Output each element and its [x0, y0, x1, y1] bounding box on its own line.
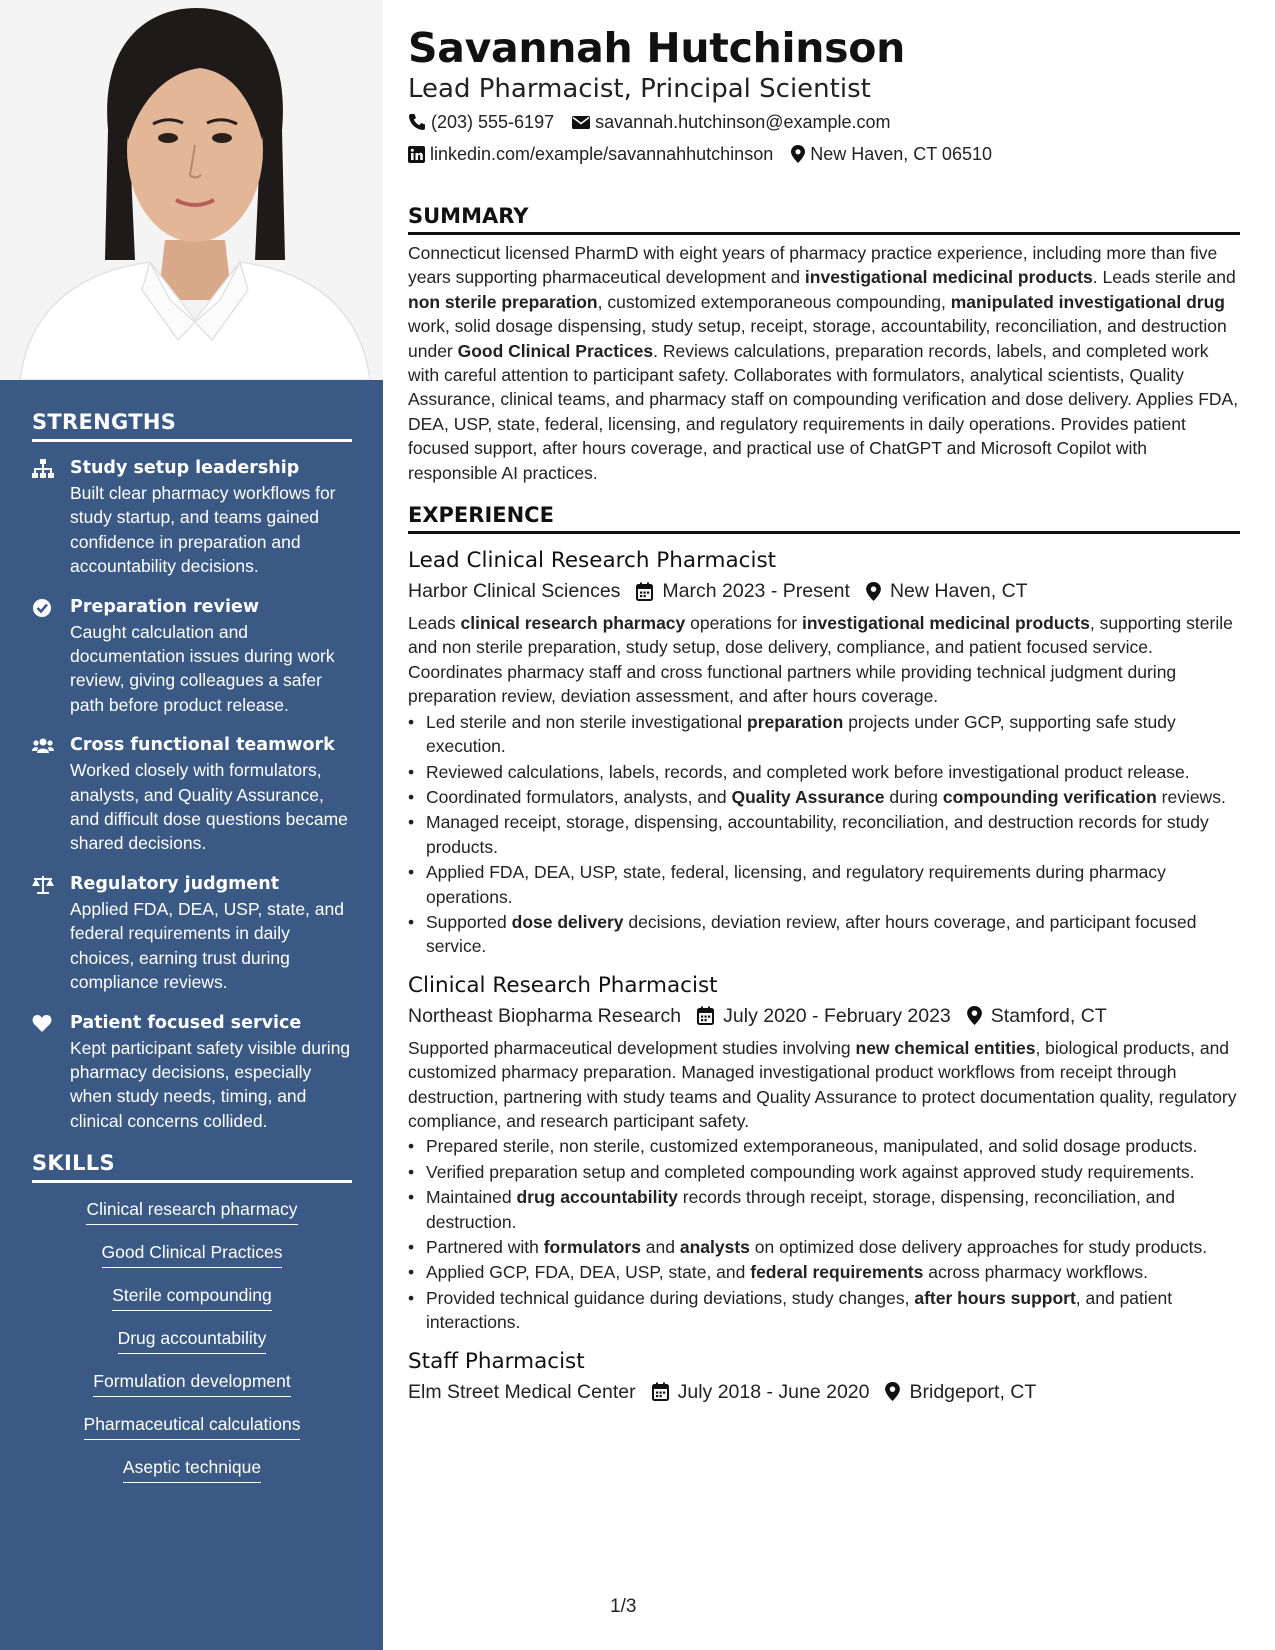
strengths-heading: STRENGTHS [32, 410, 352, 442]
skill-item [32, 1283, 352, 1311]
experience-heading: EXPERIENCE [408, 503, 1240, 534]
strength-item [32, 456, 352, 579]
map-pin-icon [791, 145, 805, 163]
skill-item [32, 1197, 352, 1225]
job-company: Elm Street Medical Center [408, 1380, 636, 1403]
text-run: Supported pharmaceutical development studies involving [408, 1037, 856, 1058]
job-location-item [866, 576, 1028, 606]
job-location-item [885, 1377, 1036, 1407]
page-number: 1/3 [610, 1596, 637, 1617]
email-text[interactable]: savannah.hutchinson@example.com [595, 112, 891, 132]
bold-text: new chemical entities [855, 1037, 1036, 1058]
job-location: Bridgeport, CT [909, 1380, 1037, 1403]
job-company: Northeast Biopharma Research [408, 1004, 682, 1027]
bullet-item [408, 1185, 1240, 1234]
linkedin-icon [408, 146, 425, 163]
bullet-item [408, 1260, 1240, 1284]
strength-title: Study setup leadership [70, 458, 300, 478]
text-run: . Leads sterile and [1092, 267, 1236, 288]
contact-linkedin [408, 138, 773, 170]
skill-item [32, 1369, 352, 1397]
job-dates: July 2020 - February 2023 [723, 1004, 951, 1027]
text-run: and [640, 1237, 680, 1257]
text-run: Coordinated formulators, analysts, and [426, 786, 732, 807]
skills-heading: SKILLS [32, 1151, 352, 1183]
linkedin-text[interactable]: linkedin.com/example/savannahhutchinson [430, 144, 774, 164]
job-meta [408, 1377, 1240, 1407]
bold-text: drug accountability [516, 1187, 678, 1208]
profile-photo [0, 0, 383, 380]
job-meta [408, 1001, 1240, 1031]
text-run: Led sterile and non sterile investigational [426, 711, 748, 732]
strength-description: Caught calculation and documentation issues during work review, giving colleagues a safer path before product release. [70, 621, 335, 715]
phone-text: (203) 555-6197 [431, 112, 555, 132]
envelope-icon [572, 114, 590, 130]
bullet-item [408, 810, 1240, 859]
strength-description: Applied FDA, DEA, USP, state, and federal requirements in daily choices, earning trust during compliance reviews. [70, 898, 344, 993]
skill-item [32, 1326, 352, 1354]
job-title: Clinical Research Pharmacist [408, 972, 718, 998]
bold-text: analysts [679, 1237, 750, 1257]
strength-item [32, 1011, 352, 1134]
bold-text: non sterile preparation [408, 291, 598, 312]
bold-text: formulators [543, 1237, 641, 1257]
contact-row [408, 138, 1240, 170]
phone-icon [408, 113, 426, 131]
job-entry [408, 971, 1240, 1335]
text-run: during [884, 786, 943, 807]
strength-description: Worked closely with formulators, analysts, and Quality Assurance, and difficult dose questions became shared decisions. [70, 760, 348, 854]
skill-item [32, 1412, 352, 1440]
contact-email [572, 106, 890, 138]
text-run: Partnered with [426, 1237, 544, 1257]
bold-text: clinical research pharmacy [460, 613, 686, 634]
calendar-icon [652, 1382, 669, 1401]
strength-title: Preparation review [70, 596, 259, 617]
job-dates-item [636, 576, 850, 606]
skill-label: Formulation development [93, 1369, 290, 1397]
bold-text: Quality Assurance [731, 786, 885, 807]
skill-label: Good Clinical Practices [102, 1240, 283, 1268]
bullet-item [408, 1134, 1240, 1158]
summary-heading: SUMMARY [408, 204, 1240, 235]
candidate-name: Savannah Hutchinson [408, 24, 905, 72]
skill-label: Pharmaceutical calculations [84, 1412, 301, 1440]
heart-icon [32, 1014, 54, 1034]
job-dates: March 2023 - Present [662, 580, 850, 603]
text-run: . Reviews calculations, preparation records, labels, and completed work with careful attention to participant safety. Collaborates with formulators, analytical scientists, Quality Assurance, clinical teams, and pharmacy staff on compounding verification and dose delivery. Applies FDA, DEA, USP, state, federal, licensing, and regulatory requirements in daily operations. Provides patient focused support, after hours coverage, and practical use of ChatGPT and Microsoft Copilot with responsible AI practices. [408, 340, 1239, 483]
text-run: Applied FDA, DEA, USP, state, federal, licensing, and regulatory requirements during pharmacy operations. [426, 862, 1166, 907]
text-run: , and patient interactions. [426, 1287, 1173, 1333]
text-run: work, solid dosage dispensing, study setup, receipt, storage, accountability, reconciliation, and destruction under [408, 316, 1227, 361]
strength-title: Regulatory judgment [70, 873, 280, 894]
contact-phone [408, 106, 554, 138]
map-pin-icon [866, 582, 881, 601]
location-text: New Haven, CT 06510 [810, 144, 992, 164]
job-dates-item [652, 1377, 870, 1407]
text-run: , biological products, and customized pharmacy preparation. Managed investigational product workflows from receipt through destruction, partnering with study teams and Quality Assurance to protect documentation quality, regulatory compliance, and research participant safety. [408, 1037, 1237, 1131]
bold-text: after hours support [914, 1287, 1076, 1308]
text-run: Managed receipt, storage, dispensing, accountability, reconciliation, and destruction records for study products. [426, 812, 1209, 857]
job-description [408, 1036, 1240, 1134]
text-run: , supporting sterile and non sterile preparation, study setup, dose delivery, compliance, and patient focused service. Coordinates pharmacy staff and cross functional partners while providing technical judgment during preparation review, deviation assessment, and after hours coverage. [408, 613, 1233, 707]
bullet-item [408, 710, 1240, 759]
skill-item [32, 1240, 352, 1268]
strength-description: Built clear pharmacy workflows for study startup, and teams gained confidence in preparation and accountability decisions. [70, 483, 336, 577]
job-location: Stamford, CT [990, 1004, 1107, 1027]
sitemap-icon [32, 459, 54, 479]
job-dates: July 2018 - June 2020 [677, 1380, 870, 1403]
bold-text: investigational medicinal products [804, 267, 1093, 288]
bullet-item [408, 1235, 1240, 1259]
map-pin-icon [885, 1382, 900, 1401]
text-run: , customized extemporaneous compounding, [597, 291, 951, 312]
text-run: operations for [685, 613, 802, 634]
text-run: decisions, deviation review, after hours coverage, and participant focused service. [426, 911, 1197, 957]
strength-description: Kept participant safety visible during pharmacy decisions, especially when study needs, timing, and clinical concerns collided. [70, 1037, 351, 1131]
map-pin-icon [967, 1006, 982, 1025]
bullet-item [408, 860, 1240, 909]
strengths-list [32, 456, 352, 1133]
strength-title: Cross functional teamwork [70, 735, 335, 756]
bold-text: dose delivery [511, 911, 624, 932]
bullet-item [408, 1286, 1240, 1335]
skill-label: Sterile compounding [112, 1283, 272, 1311]
job-bullets [408, 710, 1240, 959]
balance-scale-icon [32, 875, 54, 895]
job-bullets [408, 1134, 1240, 1334]
strength-item [32, 733, 352, 856]
text-run: reviews. [1156, 786, 1226, 807]
job-company: Harbor Clinical Sciences [408, 580, 621, 603]
bold-text: federal requirements [750, 1262, 924, 1283]
job-location: New Haven, CT [889, 580, 1028, 603]
text-run: Verified preparation setup and completed compounding work against approved study requirements. [426, 1161, 1195, 1182]
text-run: Provided technical guidance during deviations, study changes, [426, 1287, 915, 1308]
job-location-item [967, 1001, 1107, 1031]
skill-label: Drug accountability [118, 1326, 267, 1354]
bullet-item [408, 910, 1240, 959]
text-run: Connecticut licensed PharmD with eight years of pharmacy practice experience, including more than five years supporting pharmaceutical development and [408, 243, 1218, 288]
skill-label: Aseptic technique [123, 1455, 261, 1483]
strength-item [32, 872, 352, 995]
users-icon [32, 736, 54, 756]
text-run: projects under GCP, supporting safe study execution. [426, 711, 1176, 757]
bullet-item [408, 760, 1240, 784]
text-run: Leads [408, 613, 461, 634]
skills-list [32, 1197, 352, 1483]
text-run: Reviewed calculations, labels, records, and completed work before investigational product release. [426, 761, 1190, 782]
contact-row [408, 106, 1240, 138]
skill-label: Clinical research pharmacy [86, 1197, 297, 1225]
bold-text: Good Clinical Practices [457, 340, 654, 361]
job-meta [408, 576, 1240, 606]
text-run: records through receipt, storage, dispensing, reconciliation, and destruction. [426, 1187, 1175, 1232]
text-run: across pharmacy workflows. [923, 1262, 1149, 1283]
calendar-icon [636, 582, 653, 601]
main-content [408, 24, 1240, 1407]
sidebar-content [32, 410, 352, 1498]
skill-item [32, 1455, 352, 1483]
candidate-headline: Lead Pharmacist, Principal Scientist [408, 74, 871, 104]
bold-text: preparation [747, 711, 844, 732]
job-title: Staff Pharmacist [408, 1348, 585, 1374]
job-entry [408, 1347, 1240, 1407]
text-run: Applied GCP, FDA, DEA, USP, state, and [426, 1262, 751, 1283]
bold-text: compounding verification [942, 786, 1157, 807]
job-description [408, 611, 1240, 709]
job-dates-item [697, 1001, 951, 1031]
job-title: Lead Clinical Research Pharmacist [408, 548, 777, 574]
text-run: Prepared sterile, non sterile, customized extemporaneous, manipulated, and solid dosage products. [426, 1136, 1198, 1157]
text-run: Supported [426, 911, 512, 932]
bullet-item [408, 1160, 1240, 1184]
bullet-item [408, 785, 1240, 809]
strength-title: Patient focused service [70, 1012, 302, 1033]
text-run: on optimized dose delivery approaches for study products. [749, 1237, 1208, 1257]
check-circle-icon [32, 598, 54, 618]
sidebar [0, 0, 383, 1650]
contact-location [791, 138, 992, 170]
strength-item [32, 595, 352, 718]
calendar-icon [697, 1006, 714, 1025]
summary-text [408, 241, 1240, 485]
bold-text: manipulated investigational drug [950, 291, 1225, 312]
job-entry [408, 546, 1240, 959]
text-run: Maintained [426, 1187, 517, 1208]
bold-text: investigational medicinal products [802, 613, 1090, 634]
